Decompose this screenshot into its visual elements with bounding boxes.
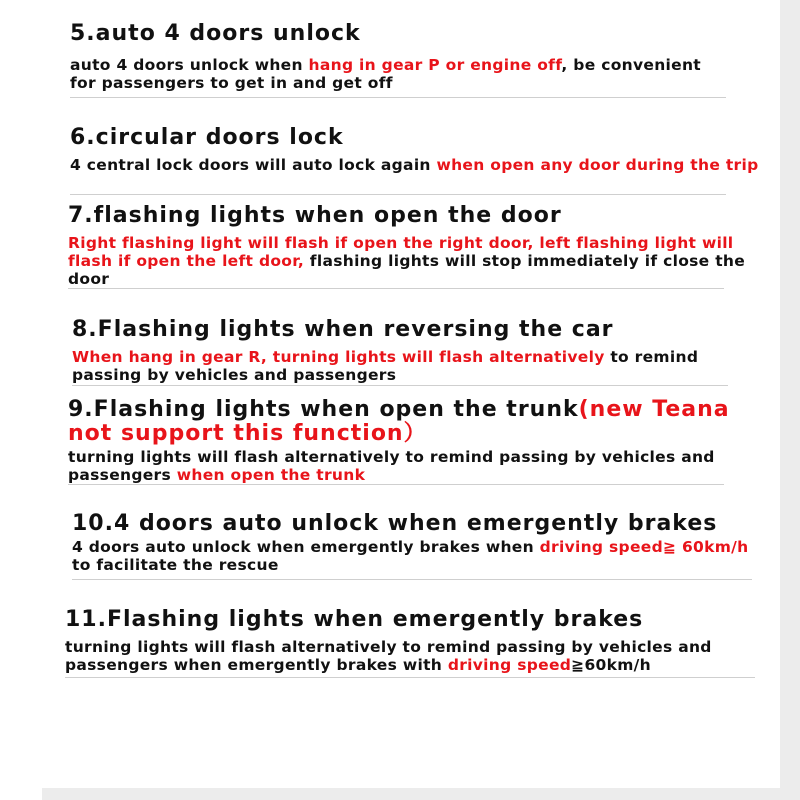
body-text: ≧60km/h <box>571 656 651 674</box>
body-text-highlight: when open any door during the trip <box>436 156 759 174</box>
section-divider <box>70 194 726 195</box>
section-title: 11.Flashing lights when emergently brakes <box>65 607 644 632</box>
feature-section-9 <box>68 398 768 484</box>
page-margin-top <box>42 0 780 12</box>
body-text: turning lights will flash alternatively to remind passing by vehicles and passengers <box>68 448 715 484</box>
feature-section-5 <box>70 22 710 92</box>
section-body <box>68 234 758 288</box>
section-body <box>70 156 785 174</box>
section-divider <box>70 97 726 98</box>
body-text: to facilitate the rescue <box>72 556 279 574</box>
body-text-highlight: driving speed≧ 60km/h <box>539 538 749 556</box>
body-text-highlight: when open the trunk <box>176 466 366 484</box>
body-text: 4 doors auto unlock when emergently brakes when <box>72 538 540 556</box>
feature-section-8 <box>72 318 762 384</box>
section-divider <box>72 579 752 580</box>
section-divider <box>68 484 724 485</box>
section-title: 6.circular doors lock <box>70 125 344 150</box>
section-body <box>68 448 768 484</box>
feature-section-7 <box>68 204 758 288</box>
body-text: 4 central lock doors will auto lock again <box>70 156 437 174</box>
feature-section-10 <box>72 512 772 574</box>
section-divider <box>65 677 755 678</box>
section-body <box>65 638 785 674</box>
body-text: to remind passing by vehicles and passengers <box>72 348 699 384</box>
section-title: 5.auto 4 doors unlock <box>70 21 361 46</box>
body-text-highlight: When hang in gear R, turning lights will flash alternatively <box>72 348 605 366</box>
body-text: , be convenient for passengers to get in and get off <box>70 56 702 92</box>
body-text-highlight: driving speed <box>447 656 572 674</box>
body-text-highlight: hang in gear P or engine off <box>308 56 562 74</box>
section-body <box>72 348 762 384</box>
body-text-highlight: Right flashing light will flash if open the right door, left flashing light will flash if open the left door, <box>68 234 734 270</box>
body-text: flashing lights will stop immediately if close the door <box>68 252 746 288</box>
title-note-highlight: (new Teana not support this function） <box>68 397 730 446</box>
body-text: auto 4 doors unlock when <box>70 56 309 74</box>
section-body <box>70 56 710 92</box>
section-divider <box>68 288 724 289</box>
title-text: 9.Flashing lights when open the trunk <box>68 397 579 422</box>
section-title: 10.4 doors auto unlock when emergently brakes <box>72 511 718 536</box>
feature-section-6 <box>70 126 785 174</box>
page-margin-left <box>0 0 42 800</box>
section-title: 8.Flashing lights when reversing the car <box>72 317 614 342</box>
section-title: 7.flashing lights when open the door <box>68 203 562 228</box>
body-text: turning lights will flash alternatively to remind passing by vehicles and passengers when emergently brakes with <box>65 638 712 674</box>
feature-section-11 <box>65 608 785 674</box>
section-title <box>68 398 758 446</box>
section-divider <box>72 385 728 386</box>
section-body <box>72 538 772 574</box>
